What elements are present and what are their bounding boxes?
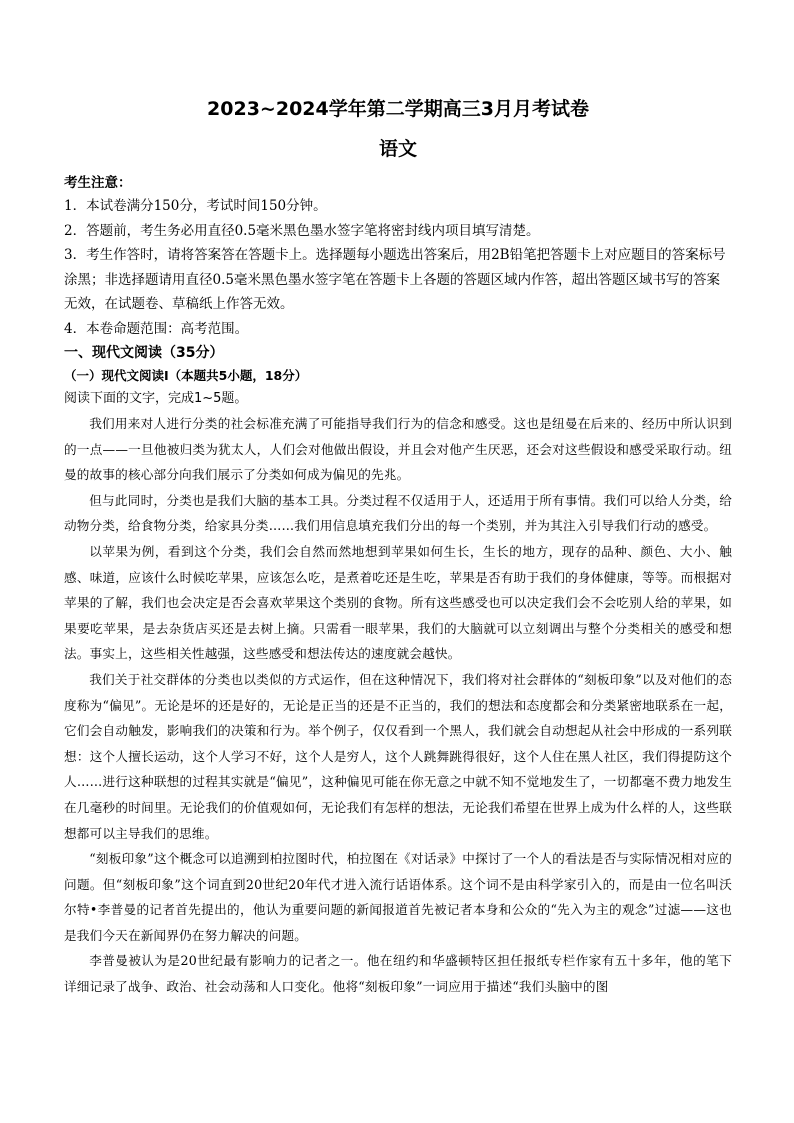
reading-passage [64, 411, 732, 1000]
notice-item-1: 1．本试卷满分150分，考试时间150分钟。 [64, 198, 327, 214]
passage-paragraph-4: 我们关于社交群体的分类也以类似的方式运作，但在这种情况下，我们将对社会群体的“刻板印象”以及对他们的态度称为“偏见”。无论是坏的还是好的，无论是正当的还是不正当的，我们的想法和态度都会和分类紧密地联系在一起，它们会自动触发，影响我们的决策和行为。举个例子，仅仅看到一个黑人，我们就会自动想起从社会中形成的一系列联想：这个人擅长运动，这个人学习不好，这个人是穷人，这个人跳舞跳得很好，这个人住在黑人社区，我们得提防这个人……进行这种联想的过程其实就是“偏见”，这种偏见可能在你无意之中就不知不觉地发生了，一切都毫不费力地发生在几毫秒的时间里。无论我们的价值观如何，无论我们有怎样的想法，无论我们希望在世界上成为什么样的人，这些联想都可以主导我们的思维。 [64, 671, 732, 841]
passage-paragraph-6: 李普曼被认为是20世纪最有影响力的记者之一。他在纽约和华盛顿特区担任报纸专栏作家有五十多年，他的笔下详细记录了战争、政治、社会动荡和人口变化。他将“刻板印象”一词应用于描述“我们头脑中的图 [64, 953, 732, 995]
passage-paragraph-1: 我们用来对人进行分类的社会标准充满了可能指导我们行为的信念和感受。这也是纽曼在后来的、经历中所认识到的一点——一旦他被归类为犹太人，人们会对他做出假设，并且会对他产生厌恶，还会对这些假设和感受采取行动。纽曼的故事的核心部分向我们展示了分类如何成为偏见的先兆。 [64, 416, 732, 483]
notice-heading: 考生注意： [64, 175, 132, 191]
section-heading: 一、现代文阅读（35分） [64, 345, 224, 361]
passage-paragraph-5: “刻板印象”这个概念可以追溯到柏拉图时代，柏拉图在《对话录》中探讨了一个人的看法是否与实际情况相对应的问题。但“刻板印象”这个词直到20世纪20年代才进入流行话语体系。这个词不是由科学家引入的，而是由一位名叫沃尔特•李普曼的记者首先提出的，他认为重要问题的新闻报道首先被记者本身和公众的“先入为主的观念”过滤——这也是我们今天在新闻界仍在努力解决的问题。 [64, 851, 732, 943]
exam-subject: 语文 [378, 138, 417, 160]
notice-item-2: 2．答题前，考生务必用直径0.5毫米黑色墨水签字笔将密封线内项目填写清楚。 [64, 222, 540, 239]
notice-item-3: 3．考生作答时，请将答案答在答题卡上。选择题每小题选出答案后，用2B铅笔把答题卡上对应题目的答案标号涂黑；非选择题请用直径0.5毫米黑色墨水签字笔在答题卡上各题的答题区域内作答，超出答题区域书写的答案无效，在试题卷、草稿纸上作答无效。 [64, 247, 726, 312]
exam-title: 2023~2024学年第二学期高三3月月考试卷 [207, 98, 589, 120]
reading-instruction: 阅读下面的文字，完成1~5题。 [64, 391, 248, 406]
notice-item-4: 4．本卷命题范围：高考范围。 [64, 320, 249, 337]
exam-page [64, 96, 732, 1000]
notice-list [64, 194, 732, 341]
passage-paragraph-3: 以苹果为例，看到这个分类，我们会自然而然地想到苹果如何生长，生长的地方，现存的品种、颜色、大小、触感、味道，应该什么时候吃苹果，应该怎么吃，是煮着吃还是生吃，苹果是否有助于我们的身体健康，等等。而根据对苹果的了解，我们也会决定是否会喜欢苹果这个类别的食物。所有这些感受也可以决定我们会不会吃别人给的苹果，如果要吃苹果，是去杂货店买还是去树上摘。只需看一眼苹果，我们的大脑就可以立刻调出与整个分类相关的感受和想法。事实上，这些相关性越强，这些感受和想法传达的速度就会越快。 [64, 543, 732, 662]
subsection-heading: （一）现代文阅读Ⅰ（本题共5小题，18分） [64, 368, 308, 383]
passage-paragraph-2: 但与此同时，分类也是我们大脑的基本工具。分类过程不仅适用于人，还适用于所有事情。我们可以给人分类，给动物分类，给食物分类，给家具分类……我们用信息填充我们分出的每一个类别，并为其注入引导我们行动的感受。 [64, 492, 732, 534]
